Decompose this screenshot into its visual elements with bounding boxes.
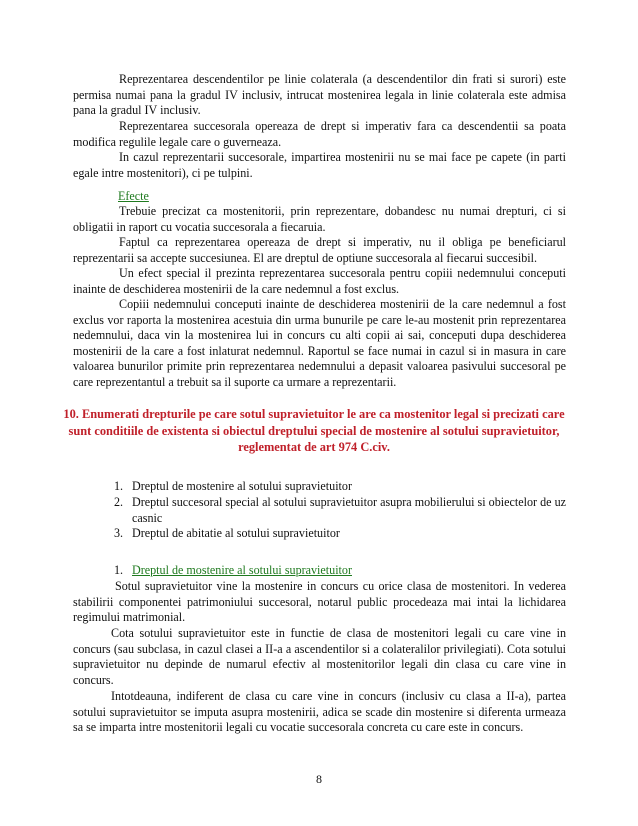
paragraph-effects-option: Faptul ca reprezentarea opereaza de drept si imperativ, nu il obliga pe beneficiarul reprezentarii sa accepte succesiunea. El are dreptul de optiune succesorala al fiecarui succesibil. [73, 235, 566, 265]
efecte-heading: Efecte [118, 189, 149, 203]
list-text: Dreptul succesoral special al sotului supravietuitor asupra mobilierului si obiectelor de uz casnic [132, 495, 566, 525]
paragraph-spouse-imputation: Intotdeauna, indiferent de clasa cu care vine in concurs (inclusiv cu clasa a II-a), partea sotului supravietuitor se imputa asupra mostenirii, adica se scade din mostenire si diferenta urmeaza sa se imparta intre mostenitorii legali cu vocatie succesorala concreta cu care este in concurs. [73, 689, 566, 734]
list-text: Dreptul de abitatie al sotului supravietuitor [132, 526, 340, 540]
paragraph-imperative-representation: Reprezentarea succesorala opereaza de drept si imperativ fara ca descendentii sa poata modifica regulile legale care o guverneaza. [73, 119, 566, 149]
page-number: 8 [316, 772, 322, 786]
list-number: 2. [114, 495, 124, 509]
list-number: 1. [114, 479, 124, 493]
paragraph-division-by-stock: In cazul reprezentarii succesorale, impartirea mostenirii nu se mai face pe capete (in parti egale intre mostenitori), ci pe tulpini. [73, 150, 566, 180]
rights-list-item [114, 479, 566, 495]
rights-list-item [114, 526, 566, 542]
question-10-heading: 10. Enumerati drepturile pe care sotul supravietuitor le are ca mostenitor legal si precizati care sunt conditiile de existenta si obiectul dreptului special de mostenire al sotului supravietuitor, reglementat de art 974 C.civ. [63, 407, 565, 454]
section1-title: Dreptul de mostenire al sotului supravietuitor [132, 563, 352, 577]
paragraph-effects-raport: Copiii nedemnului conceputi inainte de deschiderea mostenirii de la care nedemnul a fost exclus vor raporta la mostenirea acestuia din urma bunurile pe care le-au mostenit prin reprezentarea nedemnului, daca vin la mostenirea lui in concurs cu alti copii ai sai, conceputi dupa deschiderea mostenirii de la care a fost inlaturat nedemnul. Raportul se face numai in cazul si in masura in care valoarea bunurilor primite prin reprezentarea nedemnului a depasit valoarea pasivului succesoral pe care reprezentantul a trebuit sa il suporte ca urmare a reprezentarii. [73, 297, 566, 389]
list-number: 3. [114, 526, 124, 540]
paragraph-spouse-inheritance: Sotul supravietuitor vine la mostenire in concurs cu orice clasa de mostenitori. In vederea stabilirii componentei patrimoniului succesoral, notarul public procedeaza mai intai la lichidarea regimului matrimonial. [73, 579, 566, 624]
paragraph-effects-special: Un efect special il prezinta reprezentarea succesorala pentru copiii nedemnului conceputi inainte de deschiderea mostenirii de la care nedemnul a fost exclus. [73, 266, 566, 296]
section1-number: 1. [114, 563, 124, 577]
paragraph-collateral-representation: Reprezentarea descendentilor pe linie colaterala (a descendentilor din frati si surori) este permisa numai pana la gradul IV inclusiv, intrucat mostenirea legala in linie colaterala este admisa pana la gradul IV inclusiv. [73, 72, 566, 117]
section1-heading [114, 563, 566, 579]
paragraph-spouse-quota: Cota sotului supravietuitor este in functie de clasa de mostenitori legali cu care vine in concurs (sau subclasa, in cazul clasei a II-a a ascendentilor si a colateralilor privilegiati). Cota sotului supravietuitor nu depinde de numarul efectiv al mostenitorilor legali din clasa cu care vine in concurs. [73, 626, 566, 687]
paragraph-effects-rights-obligations: Trebuie precizat ca mostenitorii, prin reprezentare, dobandesc nu numai drepturi, ci si obligatii in raport cu vocatia succesorala a fiecaruia. [73, 204, 566, 234]
rights-list-item [114, 495, 566, 526]
list-text: Dreptul de mostenire al sotului supravietuitor [132, 479, 352, 493]
